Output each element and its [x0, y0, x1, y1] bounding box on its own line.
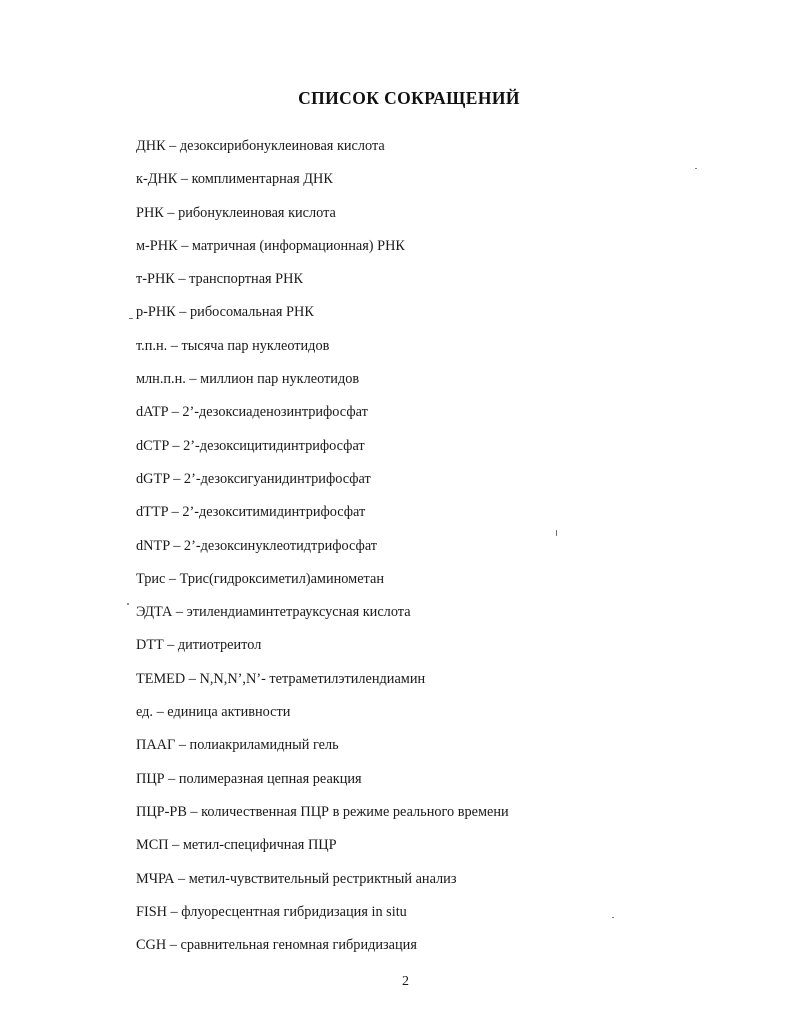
- list-item: dATP – 2’-дезоксиаденозинтрифосфат: [136, 404, 368, 421]
- list-item: ДНК – дезоксирибонуклеиновая кислота: [136, 138, 385, 154]
- list-item: ЭДТА – этилендиаминтетрауксусная кислота: [136, 604, 411, 621]
- scan-speck: [127, 603, 129, 605]
- list-item: CGH – сравнительная геномная гибридизация: [136, 937, 417, 954]
- list-item: т-РНК – транспортная РНК: [136, 271, 303, 288]
- list-item: FISH – флуоресцентная гибридизация in situ: [136, 903, 407, 920]
- list-item: р-РНК – рибосомальная РНК: [136, 304, 314, 321]
- list-item: м-РНК – матричная (информационная) РНК: [136, 237, 405, 254]
- list-item: т.п.н. – тысяча пар нуклеотидов: [136, 337, 330, 354]
- list-item: DTT – дитиотреитол: [136, 637, 262, 654]
- scan-speck: [556, 530, 557, 536]
- list-item: ПААГ – полиакриламидный гель: [136, 737, 339, 754]
- list-item: ПЦР – полимеразная цепная реакция: [136, 770, 362, 787]
- list-item: млн.п.н. – миллион пар нуклеотидов: [136, 371, 360, 388]
- list-item: Трис – Трис(гидроксиметил)аминометан: [136, 570, 384, 587]
- list-item: ПЦР-РВ – количественная ПЦР в режиме реального времени: [136, 803, 509, 820]
- page-title: СПИСОК СОКРАЩЕНИЙ: [298, 88, 520, 108]
- list-item: ед. – единица активности: [136, 704, 291, 721]
- list-item: РНК – рибонуклеиновая кислота: [136, 204, 336, 221]
- scan-speck: [129, 318, 133, 319]
- list-item: dGTP – 2’-дезоксигуанидинтрифосфат: [136, 470, 371, 487]
- list-item: dNTP – 2’-дезоксинуклеотидтрифосфат: [136, 537, 378, 554]
- scan-speck: [612, 917, 614, 918]
- list-item: МСП – метил-специфичная ПЦР: [136, 837, 337, 854]
- list-item: к-ДНК – комплиментарная ДНК: [136, 171, 333, 188]
- list-item: МЧРА – метил-чувствительный рестриктный анализ: [136, 870, 457, 887]
- list-item: dCTP – 2’-дезоксицитидинтрифосфат: [136, 437, 365, 454]
- list-item: TEMED – N,N,N’,N’- тетраметилэтилендиамин: [136, 670, 426, 687]
- abbreviation-list: [136, 135, 509, 967]
- list-item: dTTP – 2’-дезокситимидинтрифосфат: [136, 504, 366, 521]
- page-number: 2: [402, 974, 409, 989]
- scan-speck: [695, 168, 697, 169]
